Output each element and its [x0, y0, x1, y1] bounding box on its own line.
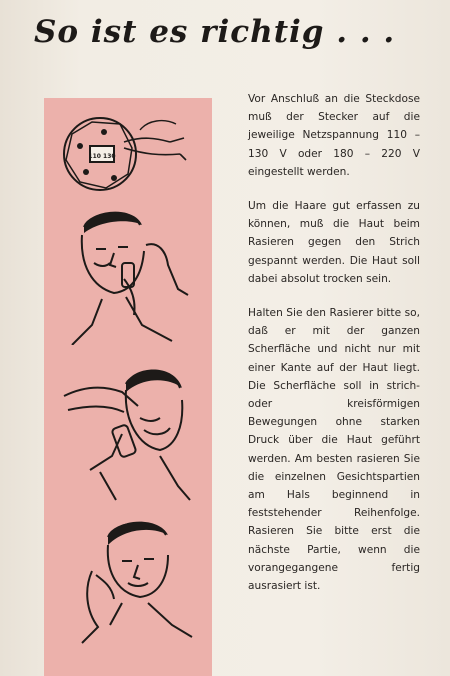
man-shaving-cheek-illustration — [62, 515, 202, 645]
socket-voltage-label: 110 130 — [88, 153, 116, 160]
instruction-text-column — [248, 90, 420, 611]
plug-voltage-illustration — [52, 108, 192, 198]
man-stretching-skin-illustration — [62, 205, 197, 345]
instruction-paragraph-voltage: Vor Anschluß an die Steckdose muß der Stecker auf die jeweilige Netzspannung 110 – 130 V oder 180 – 220 V eingestellt werden. — [248, 93, 420, 178]
instruction-paragraph-technique: Halten Sie den Rasierer bitte so, daß er mit der ganzen Scherfläche und nicht nur mit einer Kante auf der Haut liegt. Die Scherfläche soll in strich- oder kreisförmigen Bewegungen ohne starken Druck über die Haut geführt werden. Am besten rasieren Sie die einzelnen Gesichtspartien am Hals beginnend in feststehender Reihenfolge. Rasieren Sie bitte erst die nächste Partie, wenn die vorangegangene fertig ausrasiert ist. — [248, 307, 420, 593]
man-shaving-illustration — [60, 360, 200, 505]
page-title: So ist es richtig . . . — [34, 14, 396, 50]
instruction-paragraph-skin: Um die Haare gut erfassen zu können, muß die Haut beim Rasieren gegen den Strich gespannt werden. Die Haut soll dabei absolut trocken sein. — [248, 200, 420, 285]
